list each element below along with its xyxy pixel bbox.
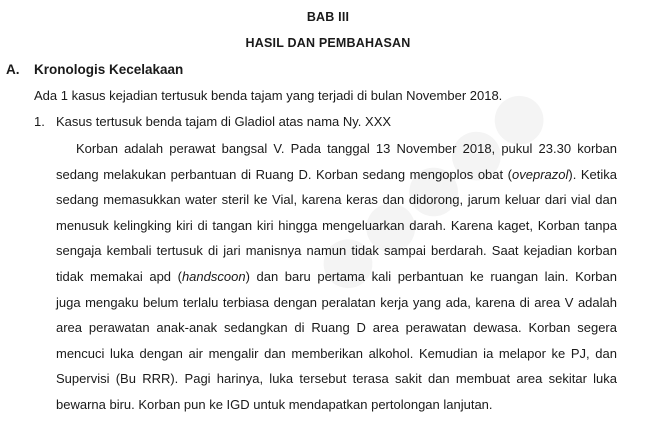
italic-term: oveprazol [512,166,569,182]
paragraph-line: area perawatan anak-anak sedangkan di Ruang D area perawatan dewasa. Korban segera [56,320,617,336]
paragraph-line: sedang memasukkan water steril ke Vial, karena keras dan didorong, jarum keluar dari vial dan [56,192,617,208]
paragraph-line-text: sedang melakukan perbantuan di Ruang D. Korban sedang mengoplos obat ( [56,166,513,182]
paragraph-line-text: tidak memakai apd ( [56,268,182,284]
list-item [34,114,391,129]
paragraph-line: Korban adalah perawat bangsal V. Pada tanggal 13 November 2018, pukul 23.30 korban [76,141,617,156]
list-item-title: Kasus tertusuk benda tajam di Gladiol atas nama Ny. XXX [56,114,392,129]
section-heading [6,62,183,77]
paragraph-line: bewarna biru. Korban pun ke IGD untuk mendapatkan pertolongan lanjutan. [56,396,493,412]
paragraph-line-text: ). Ketika [568,166,618,182]
list-item-number: 1. [34,114,45,129]
paragraph-line [56,162,617,188]
paragraph-line: menusuk kelingking kiri di tangan kiri hingga mengeluarkan darah. Karena kaget, Korban tanpa [56,217,617,233]
intro-sentence: Ada 1 kasus kejadian tertusuk benda tajam yang terjadi di bulan November 2018. [34,88,503,103]
italic-term: handscoon [181,268,246,284]
paragraph-line [56,264,617,290]
paragraph-line-text: ) dan baru pertama kali perbantuan ke ruangan lain. Korban [245,268,617,284]
paragraph-line: sengaja kembali tertusuk di jari manisnya namun tidak sampai berdarah. Saat kejadian korban [56,243,617,259]
paragraph-line: mencuci luka dengan air mengalir dan memberikan alkohol. Kemudian ia melapor ke PJ, dan [56,345,617,361]
chapter-title: HASIL DAN PEMBAHASAN [245,36,411,50]
section-letter: A. [6,62,20,77]
paragraph-line: Supervisi (Bu RRR). Pagi harinya, luka tersebut terasa sakit dan membuat area sekitar luka [56,371,617,387]
paragraph-line: juga mengaku belum terlalu terbiasa dengan peralatan kerja yang ada, karena di area V adalah [56,294,617,310]
section-title: Kronologis Kecelakaan [34,62,184,77]
case-paragraph [56,136,617,418]
chapter-number: BAB III [306,10,350,24]
